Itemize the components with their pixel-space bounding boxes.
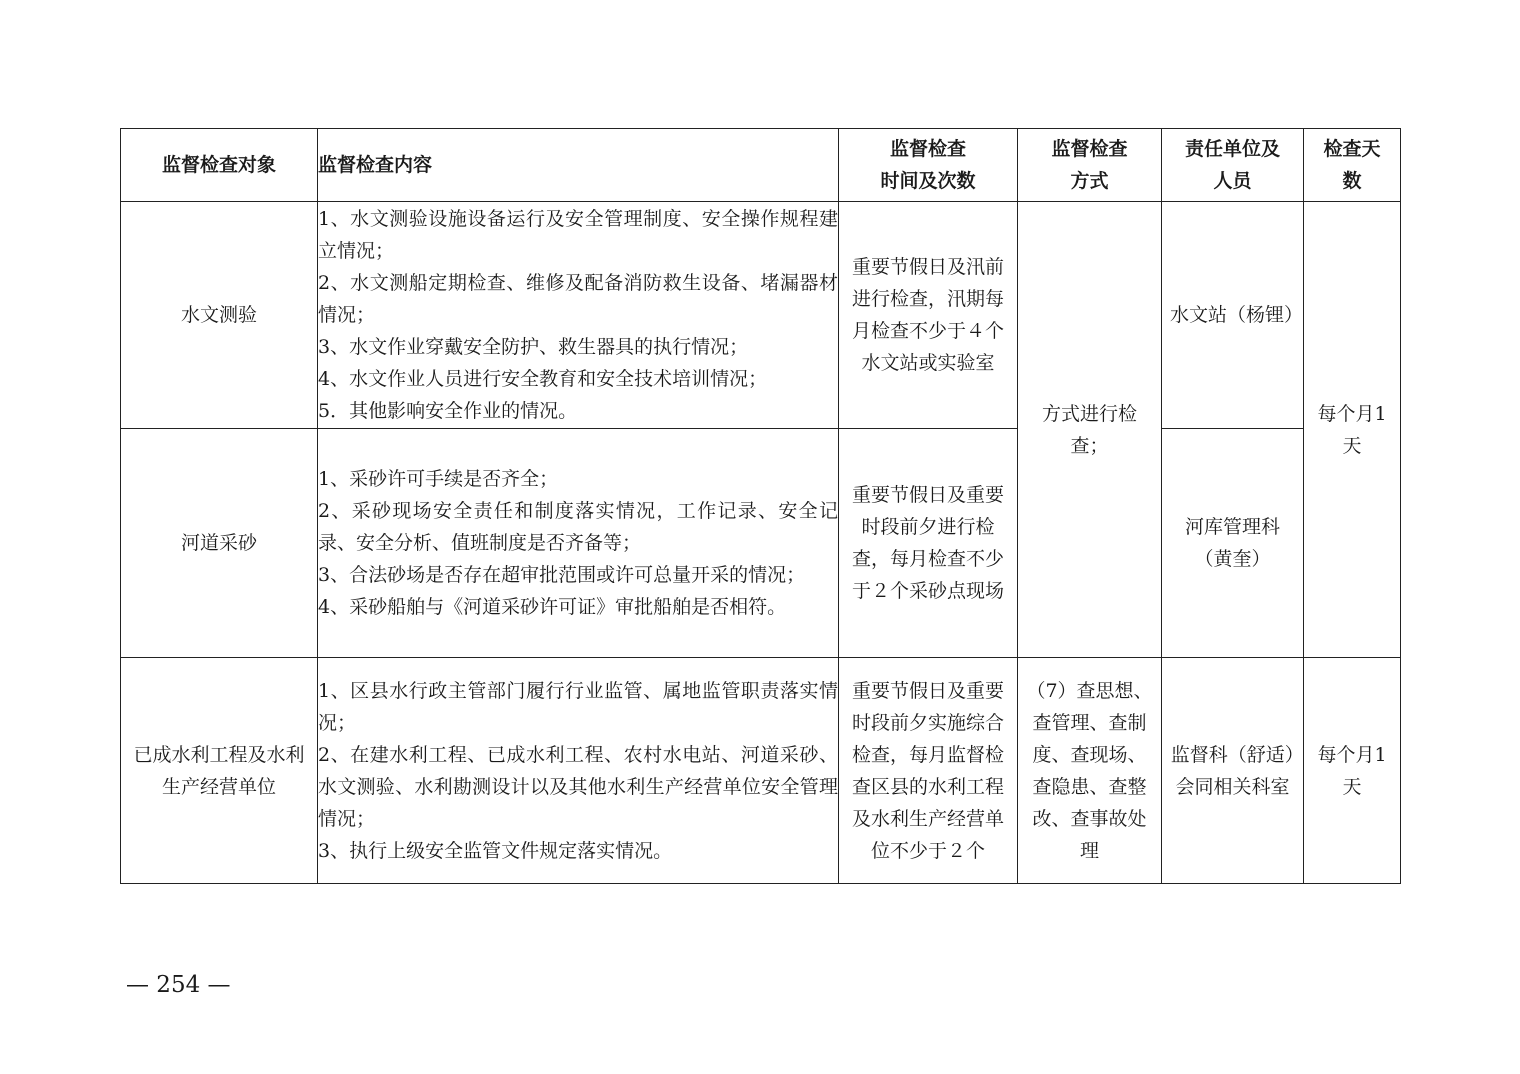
- row3-days-text: 每个月1天: [1317, 743, 1387, 798]
- header-resp-line1: 责任单位及: [1184, 138, 1280, 160]
- row1-content-item: 4、水文作业人员进行安全教育和安全技术培训情况；: [318, 368, 768, 390]
- row2-content-item: 2、采砂现场安全责任和制度落实情况，工作记录、安全记录、安全分析、值班制度是否齐备等；: [318, 500, 838, 554]
- row1-object: 水文测验: [121, 202, 318, 429]
- row3-content-item: 1、区县水行政主管部门履行行业监管、属地监管职责落实情况；: [318, 679, 838, 734]
- row3-object: [121, 658, 318, 884]
- row3-resp-text: 监督科（舒适）会同相关科室: [1170, 743, 1295, 798]
- row2-time: [839, 429, 1018, 658]
- header-resp-line2: 人员: [1213, 170, 1252, 192]
- header-row: [121, 129, 1401, 202]
- row3-time: [839, 658, 1018, 884]
- row3-method: [1018, 658, 1162, 884]
- row1-responsible: [1162, 202, 1304, 429]
- header-method: [1018, 129, 1162, 202]
- row2-resp-text: 河库管理科（黄奎）: [1184, 516, 1280, 570]
- header-days: [1304, 129, 1401, 202]
- table-row: [121, 429, 1401, 658]
- table-row: [121, 658, 1401, 884]
- days-shared: [1304, 202, 1401, 658]
- row1-content-item: 5．其他影响安全作业的情况。: [318, 400, 578, 422]
- row2-object: 河道采砂: [121, 429, 318, 658]
- row3-days: [1304, 658, 1401, 884]
- row2-time-text: 重要节假日及重要时段前夕进行检查，每月检查不少于２个采砂点现场: [851, 484, 1004, 602]
- row2-content-item: 1、采砂许可手续是否齐全；: [318, 468, 559, 490]
- table-row: [121, 202, 1401, 429]
- row2-content-item: 4、采砂船舶与《河道采砂许可证》审批船舶是否相符。: [318, 596, 787, 618]
- row3-responsible: [1162, 658, 1304, 884]
- header-days-line1: 检查天: [1323, 138, 1381, 160]
- row2-content-item: 3、合法砂场是否存在超审批范围或许可总量开采的情况；: [318, 564, 806, 586]
- header-time: [839, 129, 1018, 202]
- row1-resp-text: 水文站（杨锂）: [1170, 304, 1304, 326]
- inspection-table: [120, 128, 1401, 884]
- row1-content-item: 2、水文测船定期检查、维修及配备消防救生设备、堵漏器材情况；: [318, 272, 838, 326]
- row1-time: [839, 202, 1018, 429]
- header-content: 监督检查内容: [318, 129, 839, 202]
- header-time-line1: 监督检查: [889, 138, 966, 160]
- header-days-line2: 数: [1342, 170, 1362, 192]
- row1-content-item: 3、水文作业穿戴安全防护、救生器具的执行情况；: [318, 336, 749, 358]
- row3-method-text: （7）查思想、查管理、查制度、查现场、查隐患、查整改、查事故处理: [1026, 679, 1153, 862]
- header-object: 监督检查对象: [121, 129, 318, 202]
- days-shared-text: 每个月1天: [1317, 402, 1387, 457]
- row3-object-text: 已成水利工程及水利生产经营单位: [133, 743, 305, 798]
- page-number: — 254 —: [126, 972, 231, 998]
- header-method-line1: 监督检查: [1051, 138, 1128, 160]
- row2-content: [318, 429, 839, 658]
- header-time-line2: 时间及次数: [880, 170, 976, 192]
- row1-time-text: 重要节假日及汛前进行检查，汛期每月检查不少于４个水文站或实验室: [851, 256, 1004, 374]
- row1-content-item: 1、水文测验设施设备运行及安全管理制度、安全操作规程建立情况；: [318, 208, 838, 262]
- row1-content: [318, 202, 839, 429]
- row3-content-item: 3、执行上级安全监管文件规定落实情况。: [318, 839, 673, 862]
- row3-time-text: 重要节假日及重要时段前夕实施综合检查，每月监督检查区县的水利工程及水利生产经营单位不少于２个: [851, 679, 1004, 862]
- row2-responsible: [1162, 429, 1304, 658]
- method-shared: [1018, 202, 1162, 658]
- method-shared-text: 方式进行检查；: [1041, 402, 1137, 457]
- row3-content: [318, 658, 839, 884]
- row3-content-item: 2、在建水利工程、已成水利工程、农村水电站、河道采砂、水文测验、水利勘测设计以及其他水利生产经营单位安全管理情况；: [318, 743, 838, 830]
- header-method-line2: 方式: [1070, 170, 1109, 192]
- header-responsible: [1162, 129, 1304, 202]
